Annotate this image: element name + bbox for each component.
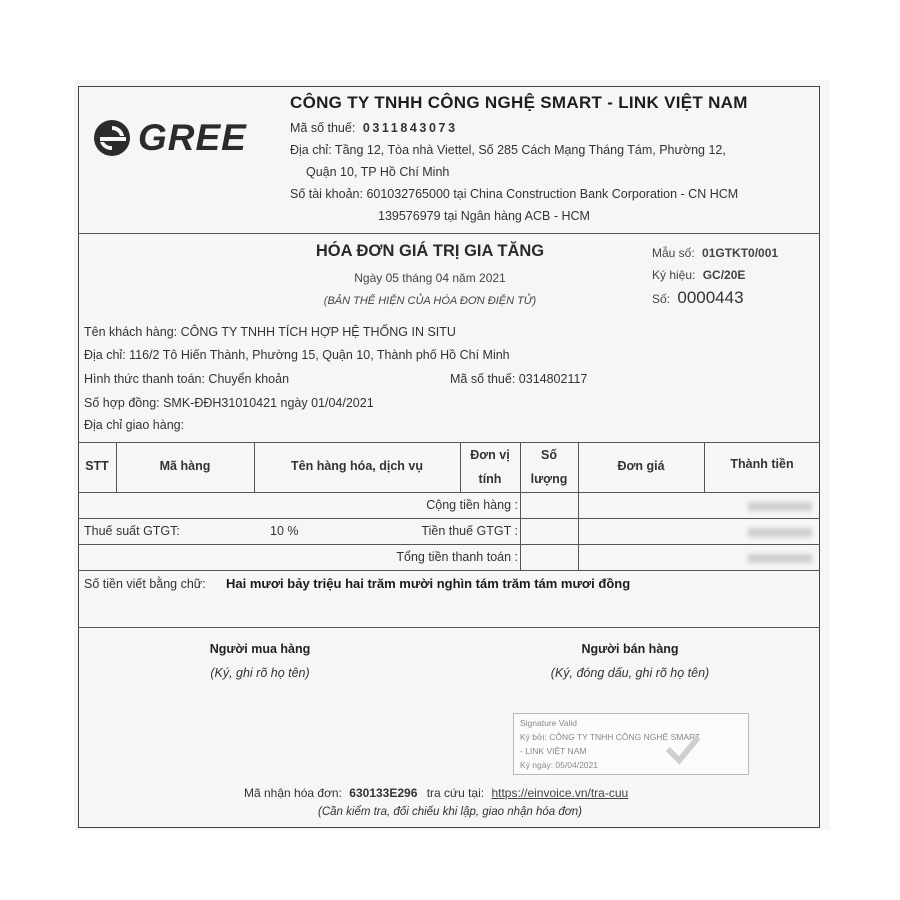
lookup-line xyxy=(244,786,628,800)
header-qty-1: Số xyxy=(541,448,557,462)
table-header-bottom xyxy=(78,492,820,493)
company-tax-code: 0311843073 xyxy=(362,121,458,135)
header-stt: STT xyxy=(85,459,109,473)
table-row-line-2 xyxy=(78,544,820,545)
gree-logo-mark-icon xyxy=(92,118,132,158)
company-address-line2: Quận 10, TP Hồ Chí Minh xyxy=(306,165,450,179)
contract-number: Số hợp đồng: SMK-ĐĐH31010421 ngày 01/04/2021 xyxy=(84,396,374,410)
invoice-number xyxy=(652,288,744,308)
symbol-label: Ký hiệu: xyxy=(652,268,696,282)
amount-words-label: Số tiền viết bằng chữ: xyxy=(84,577,206,591)
header-qty-2: lượng xyxy=(530,472,568,486)
gree-logo xyxy=(92,116,272,160)
seller-title: Người bán hàng xyxy=(581,642,679,656)
lookup-code-value: 630133E296 xyxy=(349,786,418,800)
invoice-title: HÓA ĐƠN GIÁ TRỊ GIA TĂNG xyxy=(315,242,545,260)
delivery-address: Địa chỉ giao hàng: xyxy=(84,418,185,432)
amount-words-value: Hai mươi bảy triệu hai trăm mười nghìn tám trăm tám mươi đồng xyxy=(226,576,631,591)
invoice-date: Ngày 05 tháng 04 năm 2021 xyxy=(354,271,506,285)
vat-rate-label: Thuế suất GTGT: xyxy=(84,524,180,538)
buyer-note: (Ký, ghi rõ họ tên) xyxy=(210,666,310,680)
form-value: 01GTKT0/001 xyxy=(702,246,779,260)
number-value: 0000443 xyxy=(677,288,744,307)
header-unit-1: Đơn vị xyxy=(470,448,510,462)
header-code: Mã hàng xyxy=(159,459,211,473)
lookup-code-label: Mã nhận hóa đơn: xyxy=(244,786,342,800)
stamp-line4: Ký ngày: 05/04/2021 xyxy=(520,760,598,770)
invoice-symbol xyxy=(652,268,745,282)
table-top-border xyxy=(78,442,820,443)
header-amount: Thành tiền xyxy=(730,457,794,471)
footer-note: (Cần kiểm tra, đối chiếu khi lập, giao nhận hóa đơn) xyxy=(318,806,582,818)
stamp-line3: - LINK VIỆT NAM xyxy=(520,746,587,756)
total-label: Tổng tiền thanh toán : xyxy=(396,550,518,564)
stamp-line1: Signature Valid xyxy=(520,718,578,728)
table-row-line-1 xyxy=(78,518,820,519)
words-divider xyxy=(78,627,820,628)
checkmark-icon xyxy=(664,730,702,768)
vat-amount-value-redacted xyxy=(748,528,812,537)
header-divider xyxy=(78,233,820,234)
logo-text: GREE xyxy=(138,117,247,158)
company-account-line1: Số tài khoản: 601032765000 tại China Construction Bank Corporation - CN HCM xyxy=(290,187,739,201)
header-price: Đơn giá xyxy=(617,459,665,473)
seller-note: (Ký, đóng dấu, ghi rõ họ tên) xyxy=(550,666,710,680)
customer-address: Địa chỉ: 116/2 Tô Hiến Thành, Phường 15, Quận 10, Thành phố Hồ Chí Minh xyxy=(84,348,510,362)
vat-rate-value: 10 % xyxy=(270,524,299,538)
number-label: Số: xyxy=(652,292,671,306)
lookup-url-link[interactable]: https://einvoice.vn/tra-cuu xyxy=(491,786,629,800)
header-unit-2: tính xyxy=(478,472,502,486)
company-tax-label: Mã số thuế: xyxy=(290,121,356,135)
subtotal-label: Cộng tiền hàng : xyxy=(426,498,518,512)
table-bottom-border xyxy=(78,570,820,571)
payment-method: Hình thức thanh toán: Chuyển khoản xyxy=(84,372,290,386)
company-tax xyxy=(290,121,458,135)
company-address-line1: Địa chỉ: Tầng 12, Tòa nhà Viettel, Số 285 Cách Mạng Tháng Tám, Phường 12, xyxy=(290,143,726,157)
vat-amount-label: Tiền thuế GTGT : xyxy=(421,524,518,538)
symbol-value: GC/20E xyxy=(702,268,746,282)
invoice-subtitle: (BẢN THỂ HIỆN CỦA HÓA ĐƠN ĐIỆN TỬ) xyxy=(323,295,537,307)
buyer-title: Người mua hàng xyxy=(209,642,311,656)
form-label: Mẫu số: xyxy=(652,246,695,260)
lookup-label: tra cứu tại: xyxy=(426,786,485,800)
customer-name: Tên khách hàng: CÔNG TY TNHH TÍCH HỢP HỆ THỐNG IN SITU xyxy=(84,325,456,339)
stamp-line2: Ký bởi: CÔNG TY TNHH CÔNG NGHỆ SMART xyxy=(520,732,701,742)
total-value-redacted xyxy=(748,554,812,563)
form-number xyxy=(652,246,778,260)
header-name: Tên hàng hóa, dịch vụ xyxy=(291,459,423,473)
company-name: CÔNG TY TNHH CÔNG NGHỆ SMART - LINK VIỆT NAM xyxy=(290,93,748,112)
company-account-line2: 139576979 tại Ngân hàng ACB - HCM xyxy=(378,209,590,223)
customer-tax: Mã số thuế: 0314802117 xyxy=(450,372,588,386)
subtotal-value-redacted xyxy=(748,502,812,511)
digital-signature-stamp xyxy=(513,713,749,775)
